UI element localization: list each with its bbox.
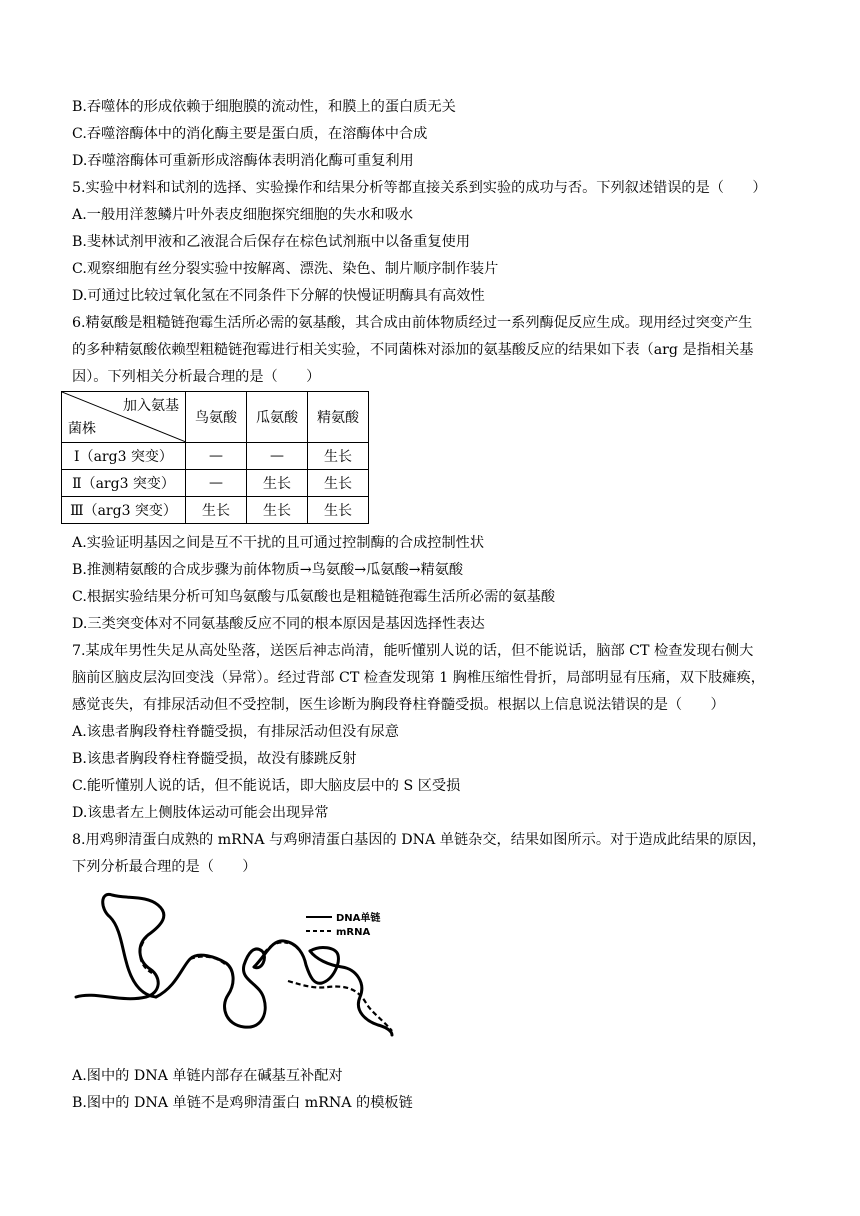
table-corner-cell [62,392,186,443]
amino-acid-table [61,391,369,524]
table-cell: 生长 [308,470,369,497]
table-cell: 生长 [308,497,369,524]
hybridization-figure [66,885,406,1045]
corner-top-label: 加入氨基 [123,398,179,414]
option-5a: A.一般用洋葱鳞片叶外表皮细胞探究细胞的失水和吸水 [72,207,414,223]
header-arginine: 精氨酸 [308,392,369,443]
table-cell: 生长 [186,497,247,524]
question-7-stem-3: 感觉丧失，有排尿活动但不受控制，医生诊断为胸段脊柱脊髓受损。根据以上信息说法错误的是（ ） [72,697,725,713]
option-7d: D.该患者左上侧肢体运动可能会出现异常 [72,805,329,821]
option-5d: D.可通过比较过氧化氢在不同条件下分解的快慢证明酶具有高效性 [72,288,485,304]
question-7-stem-1: 7.某成年男性失足从高处坠落，送医后神志尚清，能听懂别人说的话，但不能说话，脑部 CT 检查发现右侧大 [72,643,754,659]
option-4d: D.吞噬溶酶体可重新形成溶酶体表明消化酶可重复利用 [72,153,414,169]
figure-legend [306,911,380,938]
option-6d: D.三类突变体对不同氨基酸反应不同的根本原因是基因选择性表达 [72,616,485,632]
table-cell: 生长 [247,497,308,524]
question-5-stem: 5.实验中材料和试剂的选择、实验操作和结果分析等都直接关系到实验的成功与否。下列叙述错误的是（ ） [72,180,767,196]
table-cell: — [186,443,247,470]
option-5b: B.斐林试剂甲液和乙液混合后保存在棕色试剂瓶中以备重复使用 [72,234,471,250]
table-cell: 生长 [247,470,308,497]
option-6b: B.推测精氨酸的合成步骤为前体物质→鸟氨酸→瓜氨酸→精氨酸 [72,562,464,578]
option-6a: A.实验证明基因之间是互不干扰的且可通过控制酶的合成控制性状 [72,535,485,551]
option-4b: B.吞噬体的形成依赖于细胞膜的流动性，和膜上的蛋白质无关 [72,99,456,115]
question-8-stem-2: 下列分析最合理的是（ ） [72,859,257,875]
table-row [62,497,369,524]
dna-strand-line [310,951,392,1035]
table-cell: 生长 [308,443,369,470]
option-8a: A.图中的 DNA 单链内部存在碱基互补配对 [72,1068,343,1084]
table-header-row [62,392,369,443]
option-6c: C.根据实验结果分析可知鸟氨酸与瓜氨酸也是粗糙链孢霉生活所必需的氨基酸 [72,589,556,605]
question-6-stem-3: 因）。下列相关分析最合理的是（ ） [72,369,321,385]
question-8-stem-1: 8.用鸡卵清蛋白成熟的 mRNA 与鸡卵清蛋白基因的 DNA 单链杂交，结果如图所示。对于造成此结果的原因， [72,832,767,848]
option-7b: B.该患者胸段脊柱脊髓受损，故没有膝跳反射 [72,751,357,767]
table-cell: — [247,443,308,470]
question-6-stem-2: 的多种精氨酸依赖型粗糙链孢霉进行相关实验，不同菌株对添加的氨基酸反应的结果如下表（arg 是指相关基 [72,342,754,358]
header-ornithine: 鸟氨酸 [186,392,247,443]
option-5c: C.观察细胞有丝分裂实验中按解离、漂洗、染色、制片顺序制作装片 [72,261,499,277]
option-7c: C.能听懂别人说的话，但不能说话，即大脑皮层中的 S 区受损 [72,778,461,794]
table-cell: — [186,470,247,497]
table-row [62,470,369,497]
corner-bottom-label: 菌株 [68,421,96,437]
header-citrulline: 瓜氨酸 [247,392,308,443]
strain-cell: Ⅲ（arg3 突变） [62,497,186,524]
strain-cell: Ⅱ（arg3 突变） [62,470,186,497]
legend-dna-label: DNA单链 [336,913,381,924]
dna-strand-line [76,894,164,998]
dna-strand-line [156,949,265,1027]
option-4c: C.吞噬溶酶体中的消化酶主要是蛋白质，在溶酶体中合成 [72,126,428,142]
question-7-stem-2: 脑前区脑皮层沟回变浅（异常）。经过背部 CT 检查发现第 1 胸椎压缩性骨折，局部明显有压痛，双下肢瘫痪， [72,670,765,686]
legend-mrna-label: mRNA [336,927,371,938]
question-6-stem-1: 6.精氨酸是粗糙链孢霉生活所必需的氨基酸，其合成由前体物质经过一系列酶促反应生成。现用经过突变产生 [72,315,753,331]
strain-cell: Ⅰ（arg3 突变） [62,443,186,470]
table-row [62,443,369,470]
option-7a: A.该患者胸段脊柱脊髓受损，有排尿活动但没有尿意 [72,724,399,740]
option-8b: B.图中的 DNA 单链不是鸡卵清蛋白 mRNA 的模板链 [72,1095,413,1111]
